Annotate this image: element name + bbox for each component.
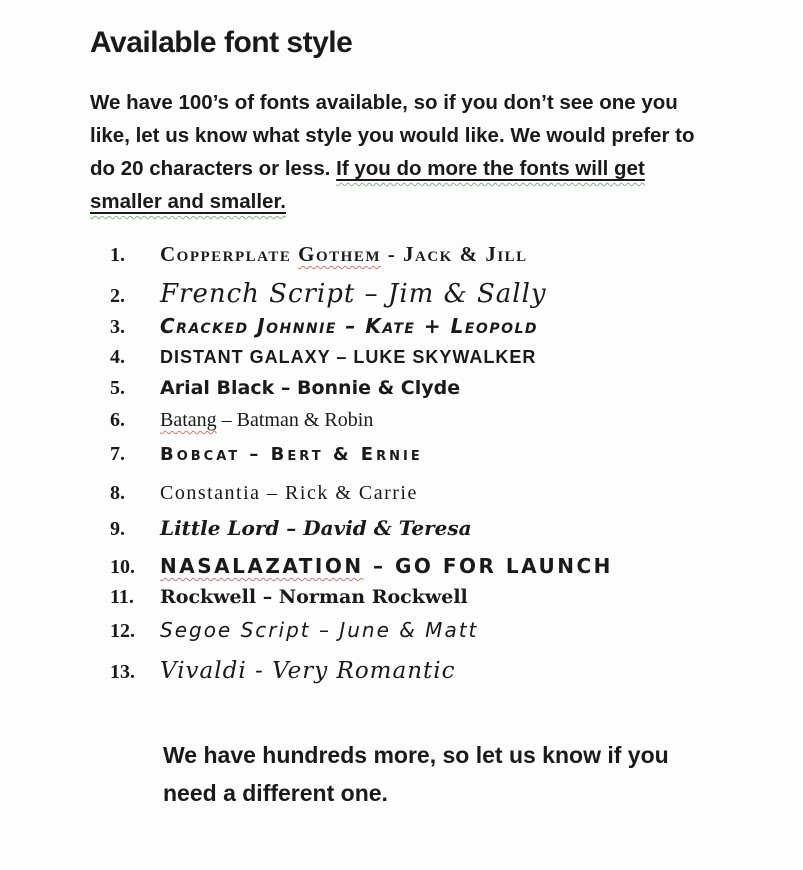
font-sample-bobcat [160,444,733,465]
font-sample-constantia [160,482,733,505]
font-sample-nasalization [160,554,733,578]
font-list-item-4 [110,346,733,369]
font-sample-vivaldi [160,658,733,684]
font-sample-distant-galaxy [160,347,733,368]
list-number: 13. [110,661,135,683]
sample-text: - Jack & Jill [381,242,528,266]
sample-text: Cracked Johnnie – Kate + Leopold [160,314,539,338]
sample-text: – GO FOR LAUNCH [363,554,613,578]
font-sample-arial-black [160,377,733,399]
list-number: 12. [110,620,135,642]
font-list-item-9 [110,516,733,541]
list-number: 6. [110,409,125,431]
page-title: Available font style [90,26,353,59]
font-sample-french-script [160,279,733,309]
spellcheck-underline: Batang [160,409,217,431]
grammar-check-underline: If you do more the fonts will get smaller and smaller. [90,157,645,213]
font-list-item-6 [110,409,733,432]
font-list-item-5 [110,377,733,400]
font-sample-segoe-script [160,618,733,642]
font-sample-copperplate [160,242,733,267]
font-sample-batang [160,409,733,432]
font-list-item-2 [110,279,733,309]
sample-text: Little Lord – David & Teresa [160,516,472,540]
sample-text: Copperplate [160,242,299,266]
sample-text: – Batman & Robin [216,409,374,431]
list-number: 8. [110,482,125,504]
font-list-item-10 [110,554,733,579]
font-sample-little-lord [160,516,733,540]
font-list-item-11 [110,586,733,609]
sample-text: DISTANT GALAXY – LUKE SKYWALKER [160,347,537,367]
font-list-item-8 [110,482,733,505]
sample-text: Rockwell – Norman Rockwell [160,586,468,608]
list-number: 9. [110,518,125,540]
font-list-item-12 [110,618,733,643]
list-number: 1. [110,244,125,266]
spellcheck-underline: NASALAZATION [160,554,364,578]
list-number: 3. [110,316,125,338]
font-list-item-1 [110,242,733,267]
list-number: 11. [110,586,134,608]
font-sample-cracked-johnnie [160,314,733,338]
sample-text: Bobcat – Bert & Ernie [160,444,423,465]
outro-paragraph: We have hundreds more, so let us know if you need a different one. [163,742,669,806]
sample-text: French Script – Jim & Sally [160,279,547,309]
font-list-item-3 [110,314,733,339]
sample-text: Constantia – Rick & Carrie [160,482,418,504]
intro-paragraph [90,86,712,218]
intro-text: We have 100’s of fonts available, so if you don’t see one you like, let us know what style you would like. We would prefer to do 20 characters or less. [90,91,695,180]
font-sample-rockwell [160,586,733,608]
list-number: 10. [110,556,135,578]
spellcheck-underline: Gothem [298,242,381,266]
list-number: 4. [110,346,125,368]
font-list [110,242,733,684]
font-list-item-7 [110,443,733,466]
sample-text: Vivaldi - Very Romantic [160,658,456,684]
list-number: 7. [110,443,125,465]
list-number: 5. [110,377,125,399]
list-number: 2. [110,285,125,307]
sample-text: Arial Black – Bonnie & Clyde [160,377,461,399]
font-list-item-13 [110,658,733,684]
sample-text: Segoe Script – June & Matt [160,618,479,642]
